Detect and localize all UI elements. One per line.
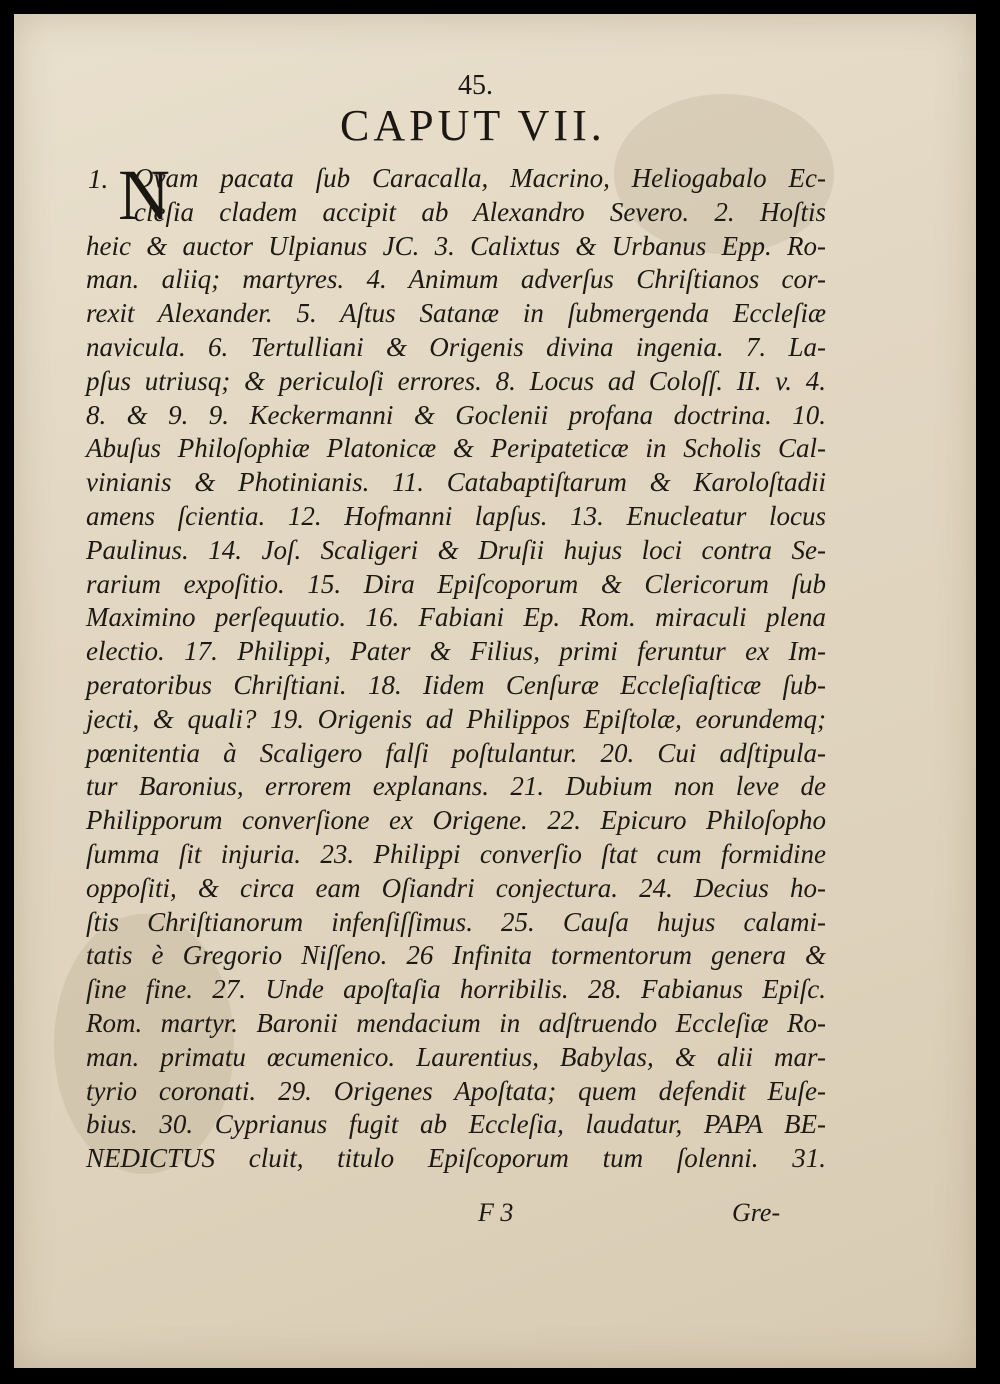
text-line: Rom. martyr. Baronii mendacium in adſtruendo Eccleſiæ Ro-	[86, 1007, 826, 1038]
text-line: navicula. 6. Tertulliani & Origenis divina ingenia. 7. La-	[86, 331, 826, 362]
text-line: tur Baronius, errorem explanans. 21. Dubium non leve de	[86, 771, 826, 802]
text-line: bius. 30. Cyprianus fugit ab Eccleſia, laudatur, PAPA BE-	[86, 1109, 826, 1140]
text-line: Paulinus. 14. Joſ. Scaligeri & Druſii hujus loci contra Se-	[86, 534, 826, 565]
text-line: man. aliiq; martyres. 4. Animum adverſus Chriſtianos cor-	[86, 264, 826, 295]
chapter-summary	[86, 155, 826, 1176]
text-line: rexit Alexander. 5. Aſtus Satanæ in ſubmergenda Eccleſiæ	[86, 298, 826, 329]
text-line: oppoſiti, & circa eam Oſiandri conjectura. 24. Decius ho-	[86, 872, 826, 903]
chapter-title: CAPUT VII.	[340, 101, 606, 150]
text-line: 8. & 9. 9. Keckermanni & Goclenii profana doctrina. 10.	[86, 399, 826, 430]
text-line: ſine fine. 27. Unde apoſtaſia horribilis. 28. Fabianus Epiſc.	[86, 974, 826, 1005]
text-line: cleſia cladem accipit ab Alexandro Severo. 2. Hoſtis	[134, 196, 826, 227]
text-line: ſtis Chriſtianorum infenſiſſimus. 25. Cauſa hujus calami-	[86, 906, 826, 937]
text-line: NEDICTUS cluit, titulo Epiſcoporum tum ſolenni. 31.	[86, 1143, 826, 1174]
text-line: pœnitentia à Scaligero falſi poſtulantur. 20. Cui adſtipula-	[86, 737, 826, 768]
page-number: 45.	[458, 70, 493, 101]
text-line: Philipporum converſione ex Origene. 22. Epicuro Philoſopho	[86, 805, 826, 836]
signature-mark: F 3	[478, 1198, 514, 1227]
text-line: heic & auctor Ulpianus JC. 3. Calixtus & Urbanus Epp. Ro-	[86, 230, 826, 261]
text-line: tyrio coronati. 29. Origenes Apoſtata; quem defendit Euſe-	[86, 1075, 826, 1106]
text-line: rarium expoſitio. 15. Dira Epiſcoporum & Clericorum ſub	[86, 568, 826, 599]
text-line: Ovam pacata ſub Caracalla, Macrino, Heliogabalo Ec-	[134, 163, 826, 193]
catchword: Gre-	[732, 1198, 781, 1227]
text-line: pſus utriusq; & periculoſi errores. 8. Locus ad Coloſſ. II. v. 4.	[86, 365, 826, 396]
summary-lead-number: 1.	[88, 164, 109, 194]
text-line: ſumma ſit injuria. 23. Philippi converſio ſtat cum formidine	[86, 838, 826, 869]
text-line: peratoribus Chriſtiani. 18. Iidem Cenſuræ Eccleſiaſticæ ſub-	[86, 669, 826, 700]
text-line: jecti, & quali? 19. Origenis ad Philippos Epiſtolæ, eorundemq;	[86, 703, 826, 734]
drop-cap-initial: N	[118, 155, 170, 235]
text-line: electio. 17. Philippi, Pater & Filius, primi feruntur ex Im-	[86, 636, 826, 667]
text-line: vinianis & Photinianis. 11. Catabaptiſtarum & Karoloſtadii	[86, 467, 826, 498]
text-line: Maximino perſequutio. 16. Fabiani Ep. Rom. miraculi plena	[86, 602, 826, 633]
text-line: tatis è Gregorio Niſſeno. 26 Infinita tormentorum genera &	[86, 940, 826, 971]
text-line: Abuſus Philoſophiæ Platonicæ & Peripateticæ in Scholis Cal-	[86, 433, 826, 464]
text-line: man. primatu œcumenico. Laurentius, Babylas, & alii mar-	[86, 1041, 826, 1072]
text-line: amens ſcientia. 12. Hofmanni lapſus. 13. Enucleatur locus	[86, 500, 826, 531]
